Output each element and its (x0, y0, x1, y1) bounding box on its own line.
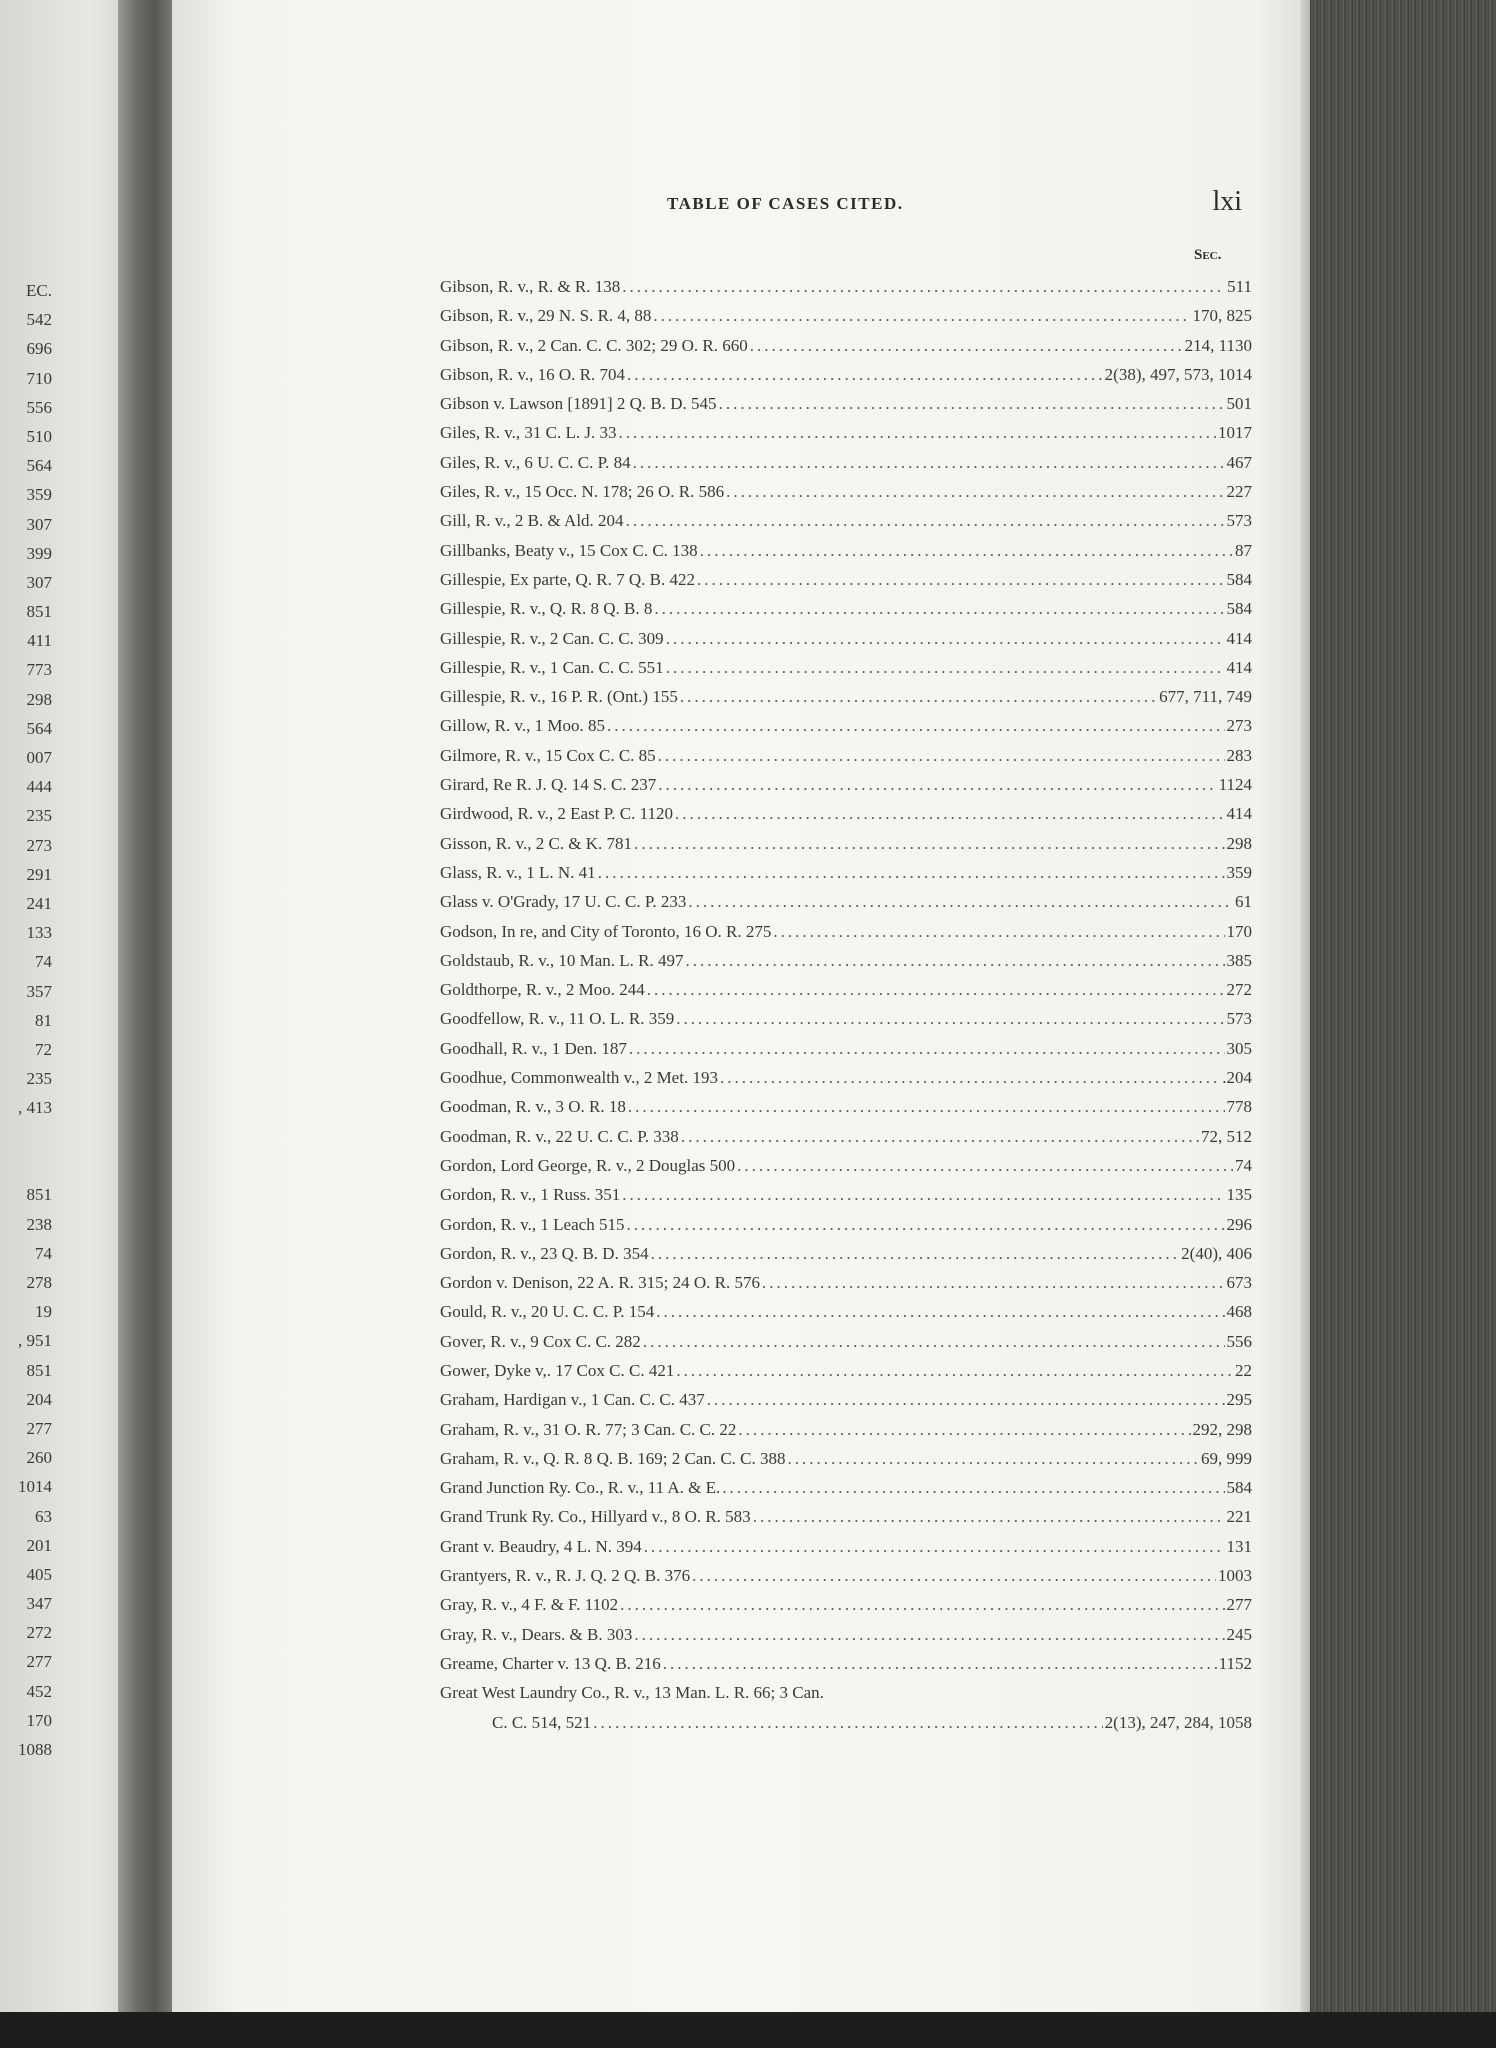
section-reference: 1124 (1218, 775, 1252, 795)
case-citation: Gordon, R. v., 1 Russ. 351 (440, 1185, 621, 1205)
case-citation: Gisson, R. v., 2 C. & K. 781 (440, 833, 633, 853)
case-citation: Gillespie, R. v., 1 Can. C. C. 551 (440, 657, 664, 677)
main-page (172, 0, 1314, 2048)
dot-leader (788, 1444, 1199, 1473)
section-reference: 2(40), 406 (1181, 1243, 1252, 1263)
left-page-number: 63 (35, 1506, 52, 1526)
case-entry (440, 1708, 1252, 1737)
case-entry (440, 1678, 1252, 1707)
left-page-number: 452 (26, 1681, 52, 1701)
case-entry (440, 1239, 1252, 1268)
case-entry (440, 946, 1252, 975)
case-entry (440, 331, 1252, 360)
dot-leader (634, 1620, 1224, 1649)
section-reference: 214, 1130 (1184, 335, 1252, 355)
dot-leader (676, 1356, 1233, 1385)
left-page-section-numbers (0, 276, 52, 1764)
case-entry (440, 477, 1252, 506)
case-citation: Graham, Hardigan v., 1 Can. C. C. 437 (440, 1390, 705, 1410)
case-citation: Gibson v. Lawson [1891] 2 Q. B. D. 545 (440, 394, 717, 414)
section-reference: 359 (1226, 862, 1252, 882)
section-reference: 61 (1235, 892, 1252, 912)
case-citation: Great West Laundry Co., R. v., 13 Man. L. R. 66; 3 Can. (440, 1683, 824, 1703)
case-citation: Glass, R. v., 1 L. N. 41 (440, 862, 596, 882)
section-reference: 72, 512 (1201, 1126, 1252, 1146)
section-reference: 385 (1226, 950, 1252, 970)
left-page-number: 510 (26, 426, 52, 446)
left-page-number: 74 (35, 1243, 52, 1263)
left-page-number: 291 (26, 864, 52, 884)
case-citation: Gower, Dyke v,. 17 Cox C. C. 421 (440, 1360, 675, 1380)
case-citation: Gover, R. v., 9 Cox C. C. 282 (440, 1331, 641, 1351)
dot-leader (753, 1502, 1225, 1531)
section-reference: 511 (1227, 277, 1252, 296)
section-reference: 584 (1226, 599, 1252, 619)
case-citation: Goodman, R. v., 3 O. R. 18 (440, 1097, 626, 1117)
left-page-number: 260 (26, 1448, 52, 1468)
case-entry (440, 711, 1252, 740)
left-page-number: 405 (26, 1564, 52, 1584)
left-page-number: 72 (35, 1039, 52, 1059)
case-entry (440, 418, 1252, 447)
case-entry (440, 1004, 1252, 1033)
section-reference: 2(38), 497, 573, 1014 (1104, 364, 1252, 384)
left-page-number: 411 (27, 631, 52, 651)
case-entry (440, 887, 1252, 916)
left-page-number: 277 (26, 1418, 52, 1438)
case-entry (440, 799, 1252, 828)
dot-leader (658, 741, 1225, 770)
case-entry (440, 1649, 1252, 1678)
dot-leader (633, 448, 1225, 477)
section-reference: 584 (1226, 1478, 1252, 1498)
section-reference: 673 (1226, 1273, 1252, 1293)
case-citation: Gillespie, R. v., 2 Can. C. C. 309 (440, 628, 664, 648)
left-page-number: 74 (35, 952, 52, 972)
case-citation: Gibson, R. v., 2 Can. C. C. 302; 29 O. R. 660 (440, 335, 748, 355)
left-page-number: 272 (26, 1623, 52, 1643)
case-entry (440, 448, 1252, 477)
dot-leader (618, 418, 1216, 447)
case-entry (440, 1122, 1252, 1151)
case-citation: Giles, R. v., 15 Occ. N. 178; 26 O. R. 586 (440, 482, 725, 502)
section-reference: 1017 (1218, 423, 1252, 443)
case-entry (440, 1327, 1252, 1356)
section-reference: 414 (1226, 804, 1252, 824)
case-entry (440, 1034, 1252, 1063)
case-citation: Gilmore, R. v., 15 Cox C. C. 85 (440, 745, 656, 765)
left-page-number: 241 (26, 893, 52, 913)
case-citation: Gray, R. v., Dears. & B. 303 (440, 1624, 633, 1644)
dot-leader (634, 829, 1224, 858)
case-entry (440, 624, 1252, 653)
left-page-number: 19 (35, 1302, 52, 1322)
left-page-number: , 951 (18, 1331, 52, 1351)
page-number: lxi (1212, 186, 1242, 217)
section-reference: 272 (1226, 980, 1252, 1000)
case-citation: Goldstaub, R. v., 10 Man. L. R. 497 (440, 950, 684, 970)
left-page-number: 133 (26, 923, 52, 943)
case-entry (440, 565, 1252, 594)
case-citation: Gibson, R. v., 16 O. R. 704 (440, 364, 625, 384)
left-page-number: 273 (26, 835, 52, 855)
case-citation: Graham, R. v., Q. R. 8 Q. B. 169; 2 Can. C. C. 388 (440, 1448, 786, 1468)
running-title: TABLE OF CASES CITED. (667, 194, 904, 213)
left-page-number: 238 (26, 1214, 52, 1234)
section-reference: 295 (1226, 1390, 1252, 1410)
left-page-number: 851 (26, 1185, 52, 1205)
book-gutter (118, 0, 180, 2048)
left-page-number: 007 (26, 748, 52, 767)
section-reference: 677, 711, 749 (1159, 687, 1252, 707)
case-citation: Goodhue, Commonwealth v., 2 Met. 193 (440, 1068, 718, 1088)
dot-leader (719, 389, 1225, 418)
section-reference: 135 (1226, 1185, 1252, 1205)
case-entry (440, 653, 1252, 682)
left-page-number: 710 (26, 368, 52, 388)
left-page-number: 278 (26, 1273, 52, 1292)
section-reference: 305 (1226, 1038, 1252, 1058)
dot-leader (697, 565, 1225, 594)
left-page-number: 347 (26, 1594, 52, 1614)
case-entry (440, 1590, 1252, 1619)
case-citation: Giles, R. v., 31 C. L. J. 33 (440, 423, 617, 443)
dot-leader (750, 331, 1183, 360)
left-page-number: 1088 (18, 1740, 52, 1759)
case-citation: Greame, Charter v. 13 Q. B. 216 (440, 1653, 661, 1673)
dot-leader (666, 653, 1225, 682)
case-entry (440, 770, 1252, 799)
case-citation: Gordon, Lord George, R. v., 2 Douglas 500 (440, 1155, 736, 1175)
left-page-number: 170 (26, 1710, 52, 1730)
dot-leader (675, 799, 1225, 828)
left-page-number: 277 (26, 1652, 52, 1672)
left-page-number: 235 (26, 806, 52, 826)
section-reference: 501 (1226, 394, 1252, 414)
case-citation: Girard, Re R. J. Q. 14 S. C. 237 (440, 775, 657, 795)
case-citation: Gillespie, R. v., 16 P. R. (Ont.) 155 (440, 687, 678, 707)
case-entry (440, 682, 1252, 711)
section-reference: 468 (1226, 1302, 1252, 1322)
case-citation: Grantyers, R. v., R. J. Q. 2 Q. B. 376 (440, 1566, 691, 1586)
dot-leader (707, 1385, 1225, 1414)
dot-leader (666, 624, 1225, 653)
section-reference: 74 (1235, 1155, 1252, 1175)
left-page-number: 556 (26, 397, 52, 417)
case-entry (440, 1268, 1252, 1297)
dot-leader (663, 1649, 1217, 1678)
case-entry (440, 1063, 1252, 1092)
dot-leader (643, 1327, 1225, 1356)
dot-leader (622, 1180, 1224, 1209)
section-reference: 22 (1235, 1360, 1252, 1380)
dot-leader (676, 1004, 1224, 1033)
left-page-number: 1014 (18, 1477, 52, 1497)
case-citation: Goodman, R. v., 22 U. C. C. P. 338 (440, 1126, 679, 1146)
left-page-number: 307 (26, 514, 52, 534)
dot-leader (628, 1092, 1225, 1121)
dot-leader (700, 536, 1233, 565)
case-citation: Gray, R. v., 4 F. & F. 1102 (440, 1595, 619, 1615)
dot-leader (593, 1708, 1102, 1737)
dot-leader (620, 1590, 1224, 1619)
case-entry (440, 741, 1252, 770)
case-citation: Grand Trunk Ry. Co., Hillyard v., 8 O. R. 583 (440, 1507, 751, 1527)
case-entry (440, 389, 1252, 418)
case-citation: Girdwood, R. v., 2 East P. C. 1120 (440, 804, 673, 824)
dot-leader (688, 887, 1233, 916)
book-page-edges (1310, 0, 1496, 2048)
dot-leader (737, 1151, 1233, 1180)
case-entry (440, 1385, 1252, 1414)
dot-leader (626, 1210, 1224, 1239)
dot-leader (627, 360, 1103, 389)
section-reference: 277 (1226, 1595, 1252, 1615)
section-reference: 292, 298 (1192, 1419, 1252, 1439)
section-reference: 227 (1226, 482, 1252, 502)
case-entry (440, 1297, 1252, 1326)
case-citation: C. C. 514, 521 (492, 1712, 592, 1732)
case-citation: Gillespie, R. v., Q. R. 8 Q. B. 8 (440, 599, 653, 619)
dot-leader (726, 477, 1224, 506)
left-page-number: 564 (26, 718, 52, 738)
left-page-number: EC. (26, 281, 52, 300)
case-entry (440, 1532, 1252, 1561)
case-citation: Glass v. O'Grady, 17 U. C. C. P. 233 (440, 892, 687, 912)
left-page-number: 357 (26, 981, 52, 1001)
left-page-number: 444 (26, 777, 52, 797)
section-reference: 298 (1226, 833, 1252, 853)
dot-leader (720, 1063, 1220, 1092)
case-citation: Giles, R. v., 6 U. C. C. P. 84 (440, 452, 631, 472)
section-reference: 778 (1226, 1097, 1252, 1117)
case-entry (440, 536, 1252, 565)
dot-leader (607, 711, 1225, 740)
case-entry (440, 1151, 1252, 1180)
case-citation: Goodhall, R. v., 1 Den. 187 (440, 1038, 627, 1058)
case-citation: Gill, R. v., 2 B. & Ald. 204 (440, 511, 624, 531)
case-citation: Grant v. Beaudry, 4 L. N. 394 (440, 1536, 642, 1556)
left-page-number: 399 (26, 543, 52, 563)
section-reference: 414 (1226, 657, 1252, 677)
section-reference: 273 (1226, 716, 1252, 736)
section-reference: 283 (1226, 745, 1252, 765)
case-entry (440, 301, 1252, 330)
section-reference: 87 (1235, 540, 1252, 560)
section-reference: 170 (1226, 921, 1252, 941)
case-entry (440, 1444, 1252, 1473)
case-citation: Graham, R. v., 31 O. R. 77; 3 Can. C. C. 22 (440, 1419, 737, 1439)
left-page-number: 359 (26, 485, 52, 505)
dot-leader (651, 1239, 1180, 1268)
case-entry (440, 858, 1252, 887)
dot-leader (773, 917, 1224, 946)
case-citation: Godson, In re, and City of Toronto, 16 O. R. 275 (440, 921, 772, 941)
dot-leader (658, 770, 1216, 799)
case-citation: Gibson, R. v., 29 N. S. R. 4, 88 (440, 306, 652, 326)
case-entry (440, 975, 1252, 1004)
left-page-number: 81 (35, 1010, 52, 1030)
case-entry (440, 1473, 1252, 1502)
case-citation: Gillbanks, Beaty v., 15 Cox C. C. 138 (440, 540, 698, 560)
case-entry (440, 917, 1252, 946)
left-page-number: 201 (26, 1535, 52, 1555)
dot-leader (653, 301, 1190, 330)
section-column-heading: Sec. (1194, 247, 1222, 263)
dot-leader (622, 272, 1225, 301)
case-entry (440, 594, 1252, 623)
dot-leader (692, 1561, 1216, 1590)
dot-leader (686, 946, 1225, 975)
section-reference: 573 (1226, 511, 1252, 531)
dot-leader (626, 506, 1225, 535)
case-table (440, 272, 1252, 1737)
dot-leader (598, 858, 1225, 887)
section-reference: 573 (1226, 1009, 1252, 1029)
case-citation: Gillow, R. v., 1 Moo. 85 (440, 716, 605, 736)
dot-leader (656, 1297, 1224, 1326)
section-reference: 69, 999 (1201, 1448, 1252, 1468)
case-citation: Goodfellow, R. v., 11 O. L. R. 359 (440, 1009, 675, 1029)
dot-leader (722, 1473, 1224, 1502)
case-entry (440, 1415, 1252, 1444)
bottom-shadow (0, 2012, 1496, 2048)
case-citation: Gordon, R. v., 1 Leach 515 (440, 1214, 625, 1234)
left-page-number: 307 (26, 572, 52, 592)
case-entry (440, 1092, 1252, 1121)
case-citation: Grand Junction Ry. Co., R. v., 11 A. & E. (440, 1478, 721, 1498)
section-reference: 2(13), 247, 284, 1058 (1104, 1712, 1252, 1732)
left-page-number (0, 1122, 52, 1180)
dot-leader (680, 682, 1157, 711)
case-entry (440, 1210, 1252, 1239)
case-citation: Gordon, R. v., 23 Q. B. D. 354 (440, 1243, 649, 1263)
case-citation: Gillespie, Ex parte, Q. R. 7 Q. B. 422 (440, 569, 695, 589)
page-header (492, 186, 1252, 226)
case-entry (440, 360, 1252, 389)
case-citation: Goldthorpe, R. v., 2 Moo. 244 (440, 980, 645, 1000)
left-page-number: 298 (26, 689, 52, 709)
left-page-number: 696 (26, 339, 52, 359)
left-page-number: 542 (26, 310, 52, 330)
section-reference: 1003 (1218, 1566, 1252, 1586)
left-page-number: , 413 (18, 1098, 52, 1118)
case-entry (440, 829, 1252, 858)
section-reference: 296 (1226, 1214, 1252, 1234)
section-reference: 467 (1226, 452, 1252, 472)
section-reference: 170, 825 (1192, 306, 1252, 326)
section-reference: 131 (1226, 1536, 1252, 1556)
case-entry (440, 1561, 1252, 1590)
case-citation: Gordon v. Denison, 22 A. R. 315; 24 O. R. 576 (440, 1273, 761, 1293)
dot-leader (644, 1532, 1225, 1561)
dot-leader (647, 975, 1225, 1004)
section-reference: 221 (1226, 1507, 1252, 1527)
case-entry (440, 1620, 1252, 1649)
section-reference: 1152 (1218, 1653, 1252, 1673)
case-citation: Gould, R. v., 20 U. C. C. P. 154 (440, 1302, 655, 1322)
dot-leader (681, 1122, 1199, 1151)
section-reference: 414 (1226, 628, 1252, 648)
section-reference: 245 (1226, 1624, 1252, 1644)
section-reference: 584 (1226, 569, 1252, 589)
case-entry (440, 1356, 1252, 1385)
dot-leader (629, 1034, 1225, 1063)
section-reference: .204 (1222, 1068, 1252, 1088)
dot-leader (738, 1415, 1190, 1444)
left-page-number: 851 (26, 1360, 52, 1380)
left-page-number: 773 (26, 660, 52, 680)
case-entry (440, 1502, 1252, 1531)
left-page-number: 204 (26, 1389, 52, 1409)
case-citation: Gibson, R. v., R. & R. 138 (440, 277, 621, 296)
dot-leader (654, 594, 1224, 623)
left-page-number: 235 (26, 1069, 52, 1089)
case-entry (440, 506, 1252, 535)
section-reference: 556 (1226, 1331, 1252, 1351)
left-page-number: 564 (26, 456, 52, 476)
case-entry (440, 272, 1252, 301)
left-page-number: 851 (26, 602, 52, 622)
dot-leader (762, 1268, 1224, 1297)
case-entry (440, 1180, 1252, 1209)
